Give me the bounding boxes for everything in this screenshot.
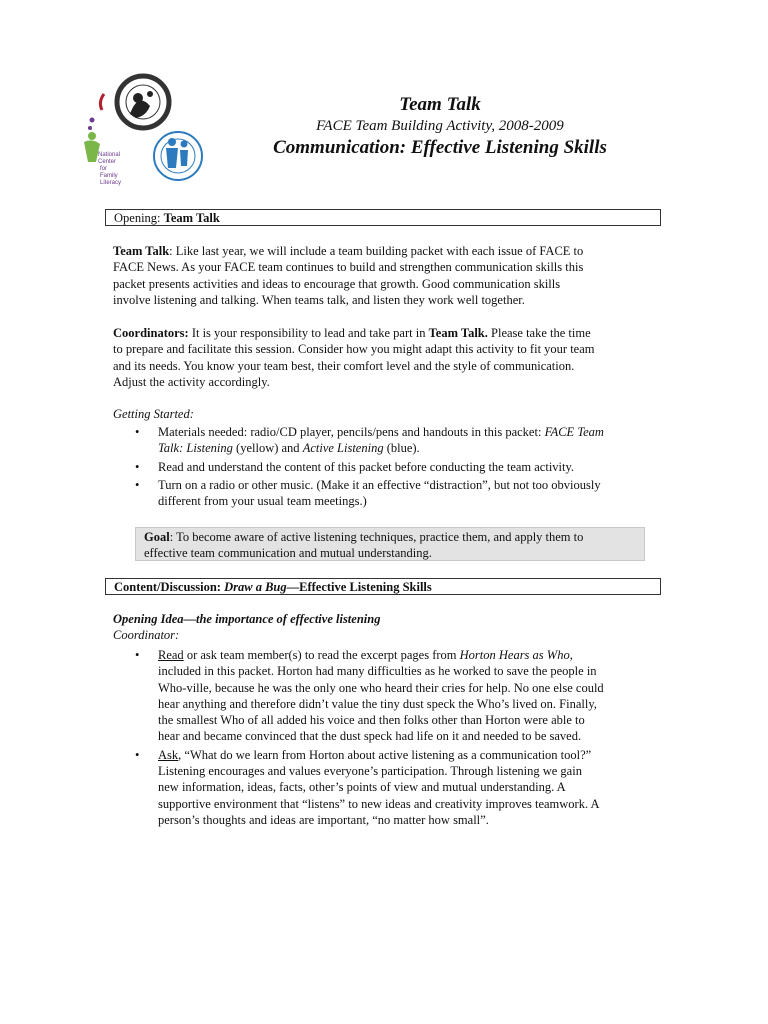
bullet: • <box>135 459 140 474</box>
coordinators-line-4: Adjust the activity accordingly. <box>113 374 270 389</box>
list-item <box>113 747 653 828</box>
bullet: • <box>135 477 140 492</box>
content-rest: —Effective Listening Skills <box>286 580 432 594</box>
read-line: the smallest Who of all added his voice and then folks other than Horton were able to <box>158 713 585 728</box>
coordinators-text-b: Please take the time <box>487 326 591 340</box>
bullet: • <box>135 747 140 762</box>
title-block <box>230 94 650 159</box>
coordinators-text-a: It is your responsibility to lead and take part in <box>188 326 429 340</box>
coordinators-line-3: and its needs. You know your team best, their comfort level and the style of communication. <box>113 358 575 373</box>
opening-title: Team Talk <box>163 211 220 225</box>
ask-word: Ask <box>158 747 179 762</box>
intro-line-2: FACE News. As your FACE team continues to build and strengthen communication skills this <box>113 260 584 275</box>
ask-line: new information, ideas, facts, other’s points of view and mutual understanding. A <box>158 780 566 795</box>
bullet-text: , “What do we learn from Horton about active listening as a communication tool?” <box>178 747 592 762</box>
ask-line: person’s thoughts and ideas are important, “no matter how small”. <box>158 812 489 827</box>
bullet-text: (yellow) and <box>232 441 303 456</box>
intro-lead: Team Talk <box>113 244 170 258</box>
ask-line: supportive environment that “listens” to new ideas and creativity improves teamwork. A <box>158 796 600 811</box>
bullet-italic: Active Listening <box>302 441 384 456</box>
intro-line-3: packet presents activities and ideas to encourage that growth. Good communication skills <box>113 276 561 291</box>
ask-line: Listening encourages and values everyone’s participation. Through listening we gain <box>158 764 582 779</box>
coordinators-lead: Coordinators: <box>113 326 189 340</box>
logo-left-line-3: for <box>100 166 108 172</box>
coordinators-paragraph <box>113 325 653 390</box>
list-item <box>113 477 653 510</box>
content-italic: Draw a Bug <box>224 580 287 594</box>
logo-left-line-2: Center <box>98 159 117 165</box>
bullet-text: or ask team member(s) to read the excerpt pages from <box>183 648 460 662</box>
intro-line-4: involve listening and talking. When teams talk, and listen they work well together. <box>113 292 525 307</box>
coordinators-bold: Team Talk. <box>428 326 488 340</box>
bullet-text: Turn on a radio or other music. (Make it an effective “distraction”, but not too obviously <box>158 477 601 492</box>
bullet-text: , <box>569 648 573 662</box>
goal-line-2: effective team communication and mutual understanding. <box>144 546 432 560</box>
opening-section-box <box>105 209 661 226</box>
document-subtitle: FACE Team Building Activity, 2008-2009 <box>316 118 564 134</box>
coordinator-subheading: Coordinator: <box>113 628 180 642</box>
goal-line-1: : To become aware of active listening techniques, practice them, and apply them to <box>169 530 584 544</box>
list-item <box>113 424 653 457</box>
coordinators-line-2: to prepare and facilitate this session. Consider how you might adapt this activity to fit your team <box>113 342 595 357</box>
list-item <box>113 647 653 745</box>
getting-started-list <box>113 424 653 511</box>
bullet-italic: Talk: Listening <box>158 441 233 456</box>
document-topic: Communication: Effective Listening Skills <box>273 137 607 158</box>
book-title: Horton Hears as Who <box>459 648 570 662</box>
bullet: • <box>135 648 140 662</box>
list-item <box>113 459 653 475</box>
logo-left-line-5: Literacy <box>100 180 122 186</box>
document-title: Team Talk <box>399 94 481 115</box>
bullet: • <box>135 425 140 439</box>
bullet-text: Read and understand the content of this packet before conducting the team activity. <box>158 459 575 474</box>
goal-box <box>135 527 645 561</box>
bullet-text: different from your usual team meetings.) <box>158 494 367 509</box>
logo-left-line-1: National <box>98 152 121 158</box>
bullet-text: (blue). <box>383 441 420 456</box>
read-line: Who-ville, because he was the only one who heard their cries for help. No one else could <box>158 680 604 695</box>
bullet-italic: FACE Team <box>544 425 604 439</box>
intro-paragraph <box>113 243 653 308</box>
intro-line-1: : Like last year, we will include a team building packet with each issue of FACE to <box>169 244 584 258</box>
read-line: hear and became convinced that the dust speck had life on it and needed to be saved. <box>158 729 582 744</box>
bullet-text: Materials needed: radio/CD player, pencils/pens and handouts in this packet: <box>158 425 545 439</box>
opening-idea-list <box>113 647 653 830</box>
organization-logos <box>78 64 218 194</box>
logo-left-line-4: Family <box>100 173 118 179</box>
read-word: Read <box>158 648 184 662</box>
getting-started-heading: Getting Started: <box>113 407 194 421</box>
opening-label: Opening: <box>114 211 161 225</box>
read-line: hear anything and therefore didn’t value the tiny dust speck the Who’s lived on. Finally, <box>158 696 597 711</box>
opening-idea-heading: Opening Idea—the importance of effective listening <box>113 612 381 626</box>
goal-label: Goal <box>144 530 170 544</box>
read-line: included in this packet. Horton had many difficulties as he worked to save the people in <box>158 664 597 679</box>
content-section-box <box>105 578 661 595</box>
content-label: Content/Discussion: <box>114 580 225 594</box>
